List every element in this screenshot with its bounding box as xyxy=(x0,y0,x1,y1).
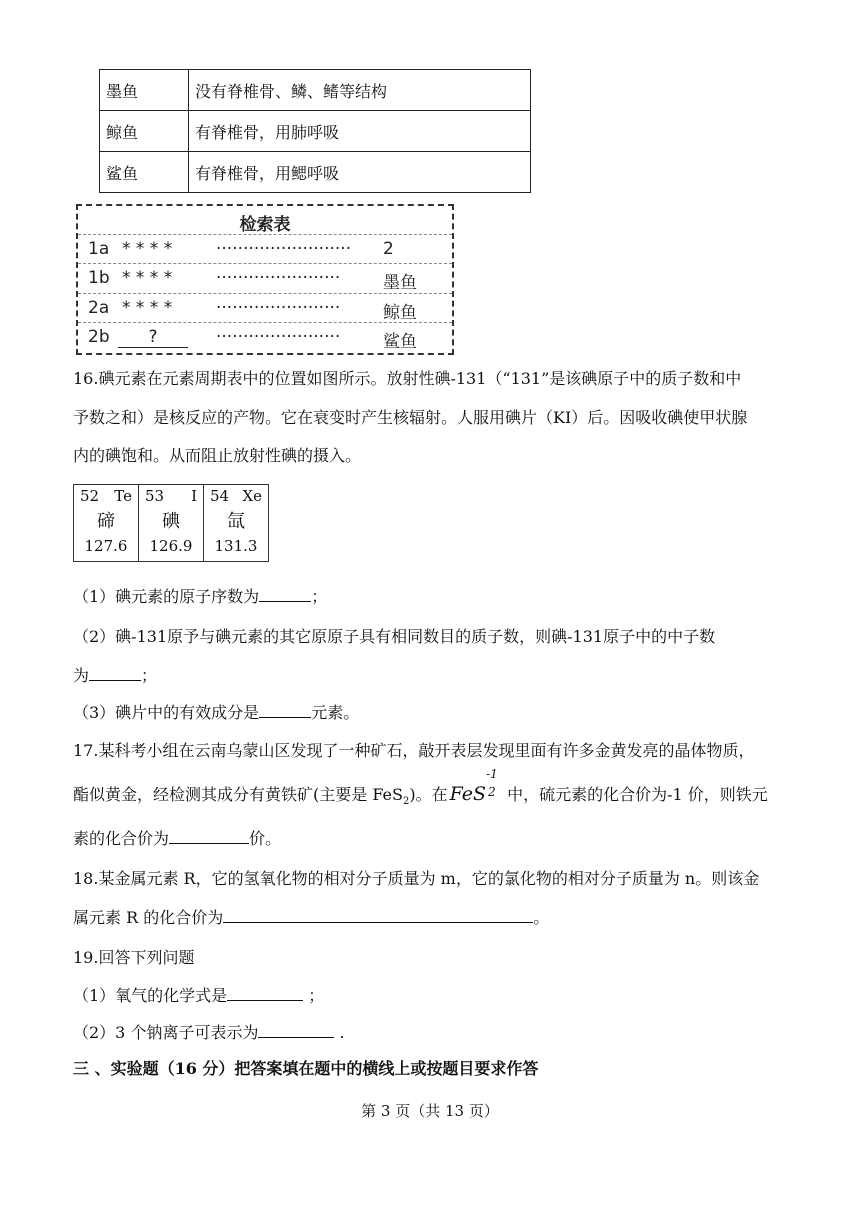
answer-blank[interactable] xyxy=(259,701,311,718)
animal-name: 墨鱼 xyxy=(100,70,189,111)
key-blank: ? xyxy=(118,327,188,348)
element-cell xyxy=(74,485,139,562)
q19-part2-end: . xyxy=(334,1023,345,1042)
q17-subscript: 2 xyxy=(403,796,410,808)
key-stars: * * * * xyxy=(122,239,173,259)
q16-part3-text: （3）碘片中的有效成分是 xyxy=(73,703,260,722)
answer-blank[interactable] xyxy=(227,984,303,1001)
q17-text-line: 17.某科考小组在云南乌蒙山区发现了一种矿石，敲开表层发现里面有许多金黄发亮的晶体物质， xyxy=(73,741,755,760)
formula-base: FeS xyxy=(449,783,487,805)
q17-text-line xyxy=(73,826,281,849)
q17-text: 素的化合价为 xyxy=(73,829,170,848)
answer-blank[interactable] xyxy=(223,906,533,923)
q19-part2-text: （2）3 个钠离子可表示为 xyxy=(73,1023,259,1042)
key-stars: * * * * xyxy=(122,268,173,288)
atomic-mass: 127.6 xyxy=(84,537,128,555)
formula-valence: -1 xyxy=(486,767,498,781)
periodic-table-excerpt xyxy=(73,484,269,562)
q16-part2-end: ； xyxy=(141,666,158,685)
atomic-number: 54 xyxy=(210,487,230,505)
dichotomous-key xyxy=(76,204,454,355)
key-dots: ······················· xyxy=(216,298,341,318)
element-cell xyxy=(139,485,204,562)
key-title: 检索表 xyxy=(239,215,291,235)
key-code: 1b xyxy=(88,268,110,288)
animal-feature: 有脊椎骨，用肺呼吸 xyxy=(189,111,531,152)
fes2-formula xyxy=(449,767,502,805)
table-row xyxy=(100,70,531,111)
atomic-number: 53 xyxy=(145,487,165,505)
q16-text-line: 16.碘元素在元素周期表中的位置如图所示。放射性碘-131（“131”是该碘原子中的质子数和中 xyxy=(73,369,742,388)
element-name: 碘 xyxy=(162,511,180,532)
q19-title: 19.回答下列问题 xyxy=(73,948,195,967)
q19-part2 xyxy=(73,1020,345,1043)
q16-text-line: 内的碘饱和。从而阻止放射性碘的摄入。 xyxy=(73,446,362,465)
q18-text: 。 xyxy=(533,908,550,927)
animal-table xyxy=(99,69,531,193)
q16-part2-line2 xyxy=(73,663,157,686)
key-result: 2 xyxy=(383,239,394,259)
table-row xyxy=(100,152,531,193)
animal-feature: 没有脊椎骨、鳞、鳍等结构 xyxy=(189,70,531,111)
q17-text-line xyxy=(73,767,768,808)
atomic-mass: 131.3 xyxy=(214,537,258,555)
q17-text: 酯似黄金，经检测其成分有黄铁矿(主要是 FeS xyxy=(73,785,403,804)
atomic-number: 52 xyxy=(80,487,100,505)
page-footer: 第 3 页（共 13 页） xyxy=(361,1102,499,1120)
key-dots: ······················· xyxy=(216,268,341,288)
key-result: 鲸鱼 xyxy=(383,303,417,323)
animal-name: 鲨鱼 xyxy=(100,152,189,193)
key-result: 墨鱼 xyxy=(383,273,417,293)
q16-part2-line1: （2）碘-131原予与碘元素的其它原原子具有相同数目的质子数，则碘-131原子中的中子数 xyxy=(73,627,716,646)
q16-part1-end: ； xyxy=(311,587,328,606)
key-row xyxy=(78,234,452,263)
q17-text: )。在 xyxy=(409,785,448,804)
formula-subscript: 2 xyxy=(488,785,496,799)
key-result: 鲨鱼 xyxy=(383,332,417,352)
animal-name: 鲸鱼 xyxy=(100,111,189,152)
table-row xyxy=(100,111,531,152)
answer-blank[interactable] xyxy=(258,1021,334,1038)
key-stars: * * * * xyxy=(122,298,173,318)
q18-text-line: 18.某金属元素 R，它的氢氧化物的相对分子质量为 m，它的氯化物的相对分子质量为 n。则该金 xyxy=(73,869,760,888)
atomic-mass: 126.9 xyxy=(149,537,193,555)
answer-blank[interactable] xyxy=(169,827,249,844)
element-symbol: I xyxy=(191,487,197,505)
answer-blank[interactable] xyxy=(259,585,311,602)
q17-text: 价。 xyxy=(249,829,282,848)
element-cell xyxy=(204,485,269,562)
key-dots: ······················· xyxy=(216,327,341,347)
key-code: 2b xyxy=(88,327,110,347)
q16-part2-text: 为 xyxy=(73,666,90,685)
answer-blank[interactable] xyxy=(89,664,141,681)
q18-text: 属元素 R 的化合价为 xyxy=(73,908,224,927)
key-dots: ························· xyxy=(216,239,352,259)
key-row xyxy=(78,322,452,351)
key-code: 2a xyxy=(88,298,110,318)
element-symbol: Te xyxy=(114,487,132,505)
q18-text-line xyxy=(73,905,549,928)
q19-part1-text: （1）氧气的化学式是 xyxy=(73,986,228,1005)
q17-text: 中，硫元素的化合价为-1 价，则铁元 xyxy=(502,785,768,804)
q16-part1-text: （1）碘元素的原子序数为 xyxy=(73,587,260,606)
key-row xyxy=(78,263,452,292)
q19-part1-end: ； xyxy=(303,986,325,1005)
q16-part3 xyxy=(73,700,359,723)
animal-feature: 有脊椎骨，用鳃呼吸 xyxy=(189,152,531,193)
element-symbol: Xe xyxy=(242,487,262,505)
q16-part3-end: 元素。 xyxy=(311,703,360,722)
q16-part1 xyxy=(73,584,327,607)
element-name: 碲 xyxy=(97,511,115,532)
key-row xyxy=(78,293,452,322)
key-code: 1a xyxy=(88,239,110,259)
q16-text-line: 予数之和）是核反应的产物。它在衰变时产生核辐射。人服用碘片（KI）后。因吸收碘使甲状腺 xyxy=(73,408,748,427)
section-heading: 三 、实验题（16 分）把答案填在题中的横线上或按题目要求作答 xyxy=(73,1059,539,1078)
q19-part1 xyxy=(73,983,324,1006)
element-name: 氙 xyxy=(227,511,245,532)
